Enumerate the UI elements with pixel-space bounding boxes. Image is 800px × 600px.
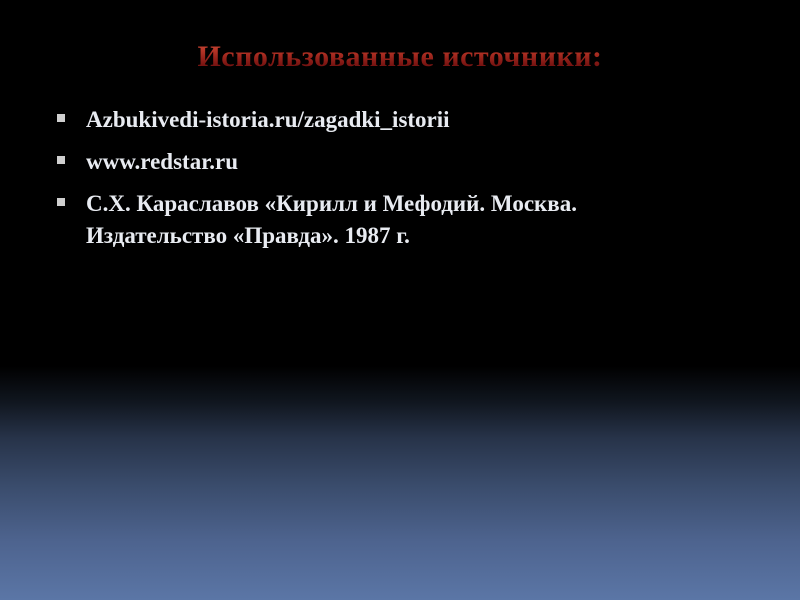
square-bullet-icon [57, 198, 65, 206]
list-item [57, 104, 705, 136]
source-url-1: Azbukivedi-istoria.ru/zagadki_istorii [86, 107, 450, 132]
slide-title-area [0, 0, 800, 74]
square-bullet-icon [57, 156, 65, 164]
square-bullet-icon [57, 114, 65, 122]
list-item [57, 188, 705, 252]
source-book-reference: С.Х. Караславов «Кирилл и Мефодий. Москва. Издательство «Правда». 1987 г. [86, 191, 577, 248]
list-item [57, 146, 705, 178]
slide-title: Использованные источники: [197, 40, 603, 73]
source-url-2: www.redstar.ru [86, 149, 239, 174]
source-list [0, 74, 800, 252]
